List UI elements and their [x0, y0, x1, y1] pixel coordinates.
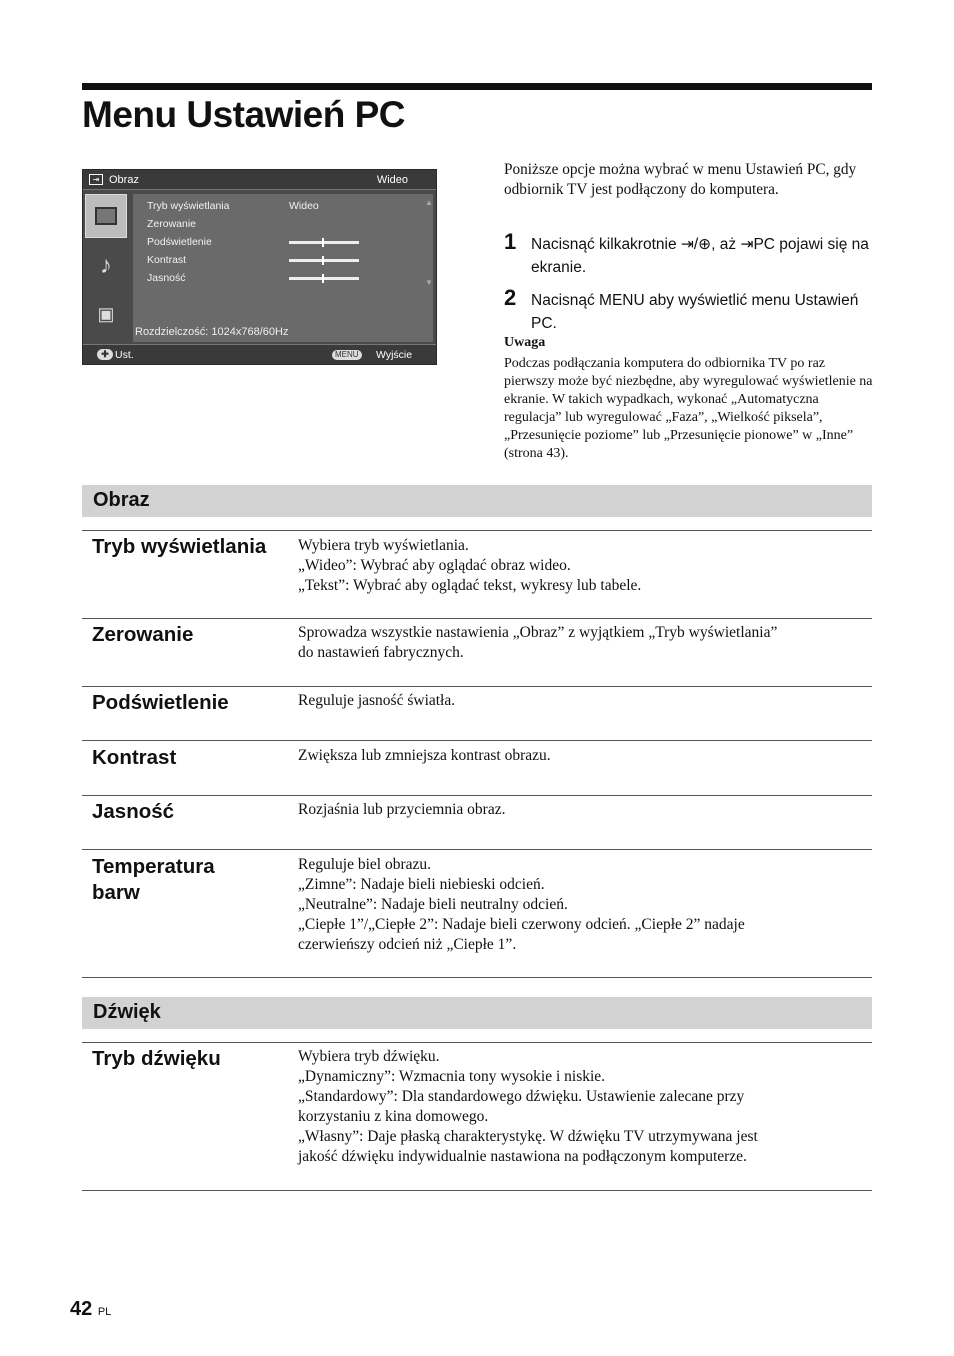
divider [82, 795, 872, 796]
picture-icon [85, 194, 127, 238]
desc-temperatura-barw: Reguluje biel obrazu. „Zimne”: Nadaje bieli niebieski odcień. „Neutralne”: Nadaje bieli neutralny odcień. „Ciepłe 1”/„Ciepłe 2”: Nadaje bieli czerwony odcień. „Ciepłe 2” nadaje czerwieńszy odcień niż „Ciepłe 1”. [298, 856, 745, 953]
input-icon: ⇥ [89, 174, 103, 185]
step-number: 2 [504, 285, 517, 310]
osd-item: Jasność [147, 272, 186, 284]
osd-header-mode: Wideo [376, 174, 408, 186]
osd-item: Podświetlenie [147, 236, 212, 248]
intro-text: Poniższe opcje można wybrać w menu Ustawień PC, gdy odbiornik TV jest podłączony do komputera. [504, 161, 857, 198]
osd-slider [289, 277, 359, 280]
osd-screen [82, 169, 437, 365]
term-tryb-wyswietlania: Tryb wyświetlania [92, 535, 267, 558]
osd-item: Zerowanie [147, 218, 197, 230]
term-kontrast: Kontrast [92, 746, 177, 769]
divider [82, 1190, 872, 1191]
divider [82, 849, 872, 850]
osd-item-value: Wideo [289, 200, 319, 212]
divider [82, 530, 872, 531]
osd-slider [289, 241, 359, 244]
scroll-down-icon: ▼ [425, 278, 433, 287]
osd-tabs [85, 194, 127, 330]
note-text: Podczas podłączania komputera do odbiornika TV po raz pierwszy może być niezbędne, aby wyregulować wyświetlenie na ekranie. W takich wypadkach, wykonać „Automatyczna regulacja” lub wyregulować „Faza”, „Wielkość piksela”, „Przesunięcie poziome” lub „Przesunięcie pionowe” w „Inne” (strona 43). [504, 356, 873, 461]
term-podswietlenie: Podświetlenie [92, 691, 229, 714]
term-jasnosc: Jasność [92, 800, 175, 823]
term-zerowanie: Zerowanie [92, 623, 194, 646]
osd-resolution: Rozdzielczość: 1024x768/60Hz [135, 326, 289, 338]
osd-footer-exit: Wyjście [376, 349, 413, 361]
divider [82, 1042, 872, 1043]
osd-item: Tryb wyświetlania [147, 200, 230, 212]
osd-footer [83, 344, 436, 364]
desc-jasnosc: Rozjaśnia lub przyciemnia obraz. [298, 801, 506, 818]
divider [82, 618, 872, 619]
osd-menu [133, 194, 433, 342]
toolbox-icon: ▣ [97, 303, 115, 324]
osd-header-title: Obraz [109, 174, 139, 186]
desc-tryb-dzwieku: Wybiera tryb dźwięku. „Dynamiczny”: Wzmacnia tony wysokie i niskie. „Standardowy”: Dla standardowego dźwięku. Ustawienie zalecane przy korzystaniu z kina domowego. „Własny”: Daje płaską charakterystykę. W dźwięku TV utrzymywana jest jakość dźwięku indywidualnie nastawiona na podłączonym komputerze. [298, 1048, 758, 1165]
note-heading: Uwaga [504, 335, 546, 350]
osd-slider [289, 259, 359, 262]
desc-tryb-wyswietlania: Wybiera tryb wyświetlania. „Wideo”: Wybrać aby oglądać obraz wideo. „Tekst”: Wybrać aby oglądać tekst, wykresy lub tabele. [298, 537, 642, 594]
step-text: Nacisnąć kilkakrotnie ⇥/⊕, aż ⇥PC pojawi się na ekranie. [531, 236, 869, 276]
desc-kontrast: Zwiększa lub zmniejsza kontrast obrazu. [298, 747, 551, 764]
divider [82, 740, 872, 741]
desc-podswietlenie: Reguluje jasność światła. [298, 692, 456, 709]
music-note-icon: ♪ [100, 252, 112, 279]
osd-header [83, 170, 436, 190]
page-number: 42 PL [70, 1298, 112, 1320]
osd-item: Kontrast [147, 254, 187, 266]
step-number: 1 [504, 229, 517, 254]
page-title: Menu Ustawień PC [82, 94, 405, 135]
desc-zerowanie: Sprowadza wszystkie nastawienia „Obraz” z wyjątkiem „Tryb wyświetlania” do nastawień fabrycznych. [298, 624, 778, 661]
term-temperatura-barw: Temperatura barw [92, 855, 215, 904]
divider [82, 977, 872, 978]
section-header-dzwiek: Dźwięk [82, 997, 872, 1029]
dpad-icon: ✚ [97, 349, 113, 360]
section-header-obraz: Obraz [82, 485, 872, 517]
step-text: Nacisnąć MENU aby wyświetlić menu Ustawień PC. [531, 292, 859, 332]
osd-footer-set: Ust. [115, 349, 134, 361]
scroll-up-icon: ▲ [425, 198, 433, 207]
term-tryb-dzwieku: Tryb dźwięku [92, 1047, 221, 1070]
menu-key-icon: MENU [332, 350, 362, 360]
divider [82, 686, 872, 687]
title-rule [82, 83, 872, 90]
